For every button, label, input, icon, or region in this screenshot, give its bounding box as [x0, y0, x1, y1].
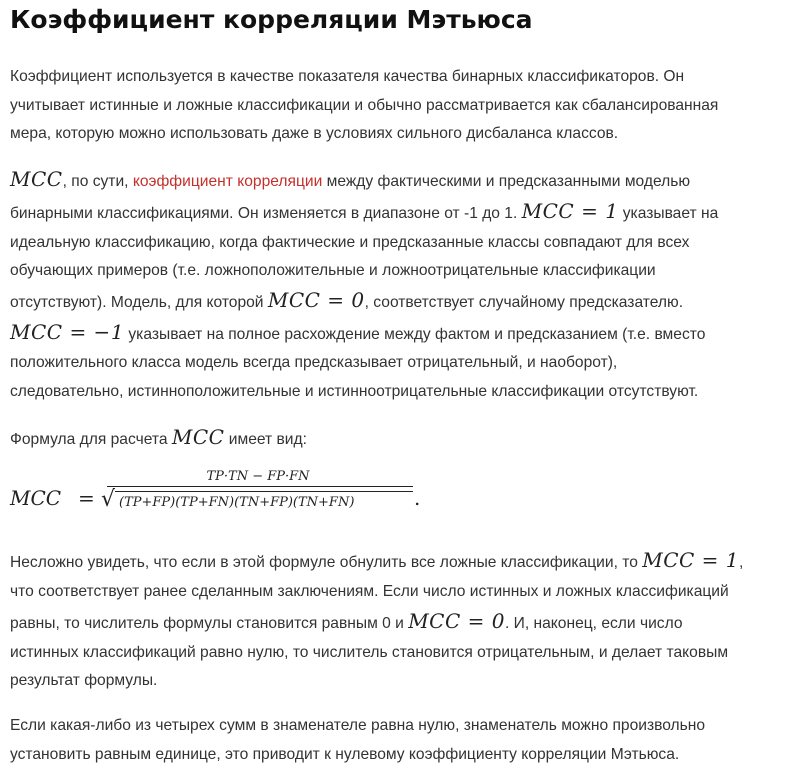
- conclusion-line: [10, 546, 791, 578]
- text: ,: [739, 554, 744, 572]
- formula-equals: =: [78, 486, 95, 511]
- mcc-line: [10, 165, 791, 197]
- text: . И, наконец, если число: [504, 614, 683, 632]
- math-mcc: MCC: [171, 424, 225, 449]
- mcc-line: положительного класса модель всегда предсказывает отрицательный, и наоборот),: [10, 354, 618, 372]
- conclusion-line: истинных классификаций равно нулю, то числитель становится отрицательным, и делает таковым: [10, 643, 729, 661]
- math-mcc-equals-minus-1: MCC = −1: [10, 319, 125, 344]
- text: указывает на: [618, 204, 719, 222]
- mcc-line: [10, 318, 791, 350]
- denominator-note-paragraph: [10, 712, 791, 769]
- mcc-line: обучающих примеров (т.е. ложноположительные и ложноотрицательные классификации: [10, 262, 656, 280]
- text: , соответствует случайному предсказателю.: [364, 293, 684, 311]
- formula-fraction: [103, 466, 413, 515]
- mcc-line: [10, 197, 791, 229]
- conclusion-line: что соответствует ранее сделанным заключениям. Если число истинных и ложных классификаций: [10, 583, 729, 601]
- text: бинарными классификациями. Он изменяется в диапазоне от -1 до 1.: [10, 204, 522, 222]
- formula-intro-line: [10, 423, 791, 455]
- math-mcc-equals-0: MCC = 0: [267, 287, 365, 312]
- formula-denominator: (TP+FP)(TP+FN)(TN+FP)(TN+FN): [119, 495, 355, 511]
- math-mcc-equals-0: MCC = 0: [408, 608, 505, 633]
- conclusion-line: результат формулы.: [10, 672, 158, 690]
- math-mcc: MCC: [10, 167, 63, 192]
- text: имеет вид:: [224, 430, 307, 448]
- math-mcc-equals-1: MCC = 1: [521, 198, 619, 223]
- intro-line: учитывает истинные и ложные классификации и обычно рассматривается как сбалансированная: [10, 96, 719, 114]
- text: , по сути,: [62, 173, 133, 191]
- article-title: Коэффициент корреляции Мэтьюса: [10, 5, 533, 34]
- mcc-line: идеальную классификацию, когда фактические и предсказанные классы совпадают для всех: [10, 233, 690, 251]
- note-line: Если какая-либо из четырех сумм в знаменателе равна нулю, знаменатель можно произвольно: [10, 716, 706, 734]
- conclusion-paragraph: [10, 546, 791, 696]
- text: между фактическими и предсказанными моделью: [322, 173, 691, 191]
- intro-line: Коэффициент используется в качестве показателя качества бинарных классификаторов. Он: [10, 68, 685, 85]
- math-mcc-equals-1: MCC = 1: [642, 548, 740, 573]
- correlation-coefficient-link[interactable]: коэффициент корреляции: [132, 173, 323, 191]
- mcc-line: [10, 286, 791, 318]
- formula-end: .: [414, 486, 421, 511]
- text: Формула для расчета: [10, 430, 172, 448]
- mcc-line: следовательно, истинноположительные и истинноотрицательные классификации отсутствуют.: [10, 383, 699, 401]
- mcc-description-paragraph: [10, 165, 791, 407]
- text: отсутствуют). Модель, для которой: [10, 293, 268, 311]
- text: указывает на полное расхождение между фактом и предсказанием (т.е. вместо: [124, 325, 706, 343]
- note-line: установить равным единице, это приводит к нулевому коэффициенту корреляции Мэтьюса.: [10, 745, 680, 763]
- formula-numerator: TP·TN − FP·FN: [206, 469, 310, 485]
- sqrt-bar: [115, 491, 413, 492]
- conclusion-line: [10, 607, 791, 639]
- formula-lhs: MCC: [10, 486, 62, 511]
- mcc-formula: [10, 466, 791, 530]
- intro-paragraph: [10, 63, 791, 149]
- formula-denominator-block: [103, 487, 413, 515]
- intro-line: мера, которую можно использовать даже в условиях сильного дисбаланса классов.: [10, 125, 619, 143]
- sqrt-icon: √: [101, 487, 116, 513]
- formula-intro-paragraph: [10, 423, 791, 455]
- text: равны, то числитель формулы становится равным 0 и: [10, 614, 409, 632]
- text: Несложно увидеть, что если в этой формуле обнулить все ложные классификации, то: [10, 554, 643, 572]
